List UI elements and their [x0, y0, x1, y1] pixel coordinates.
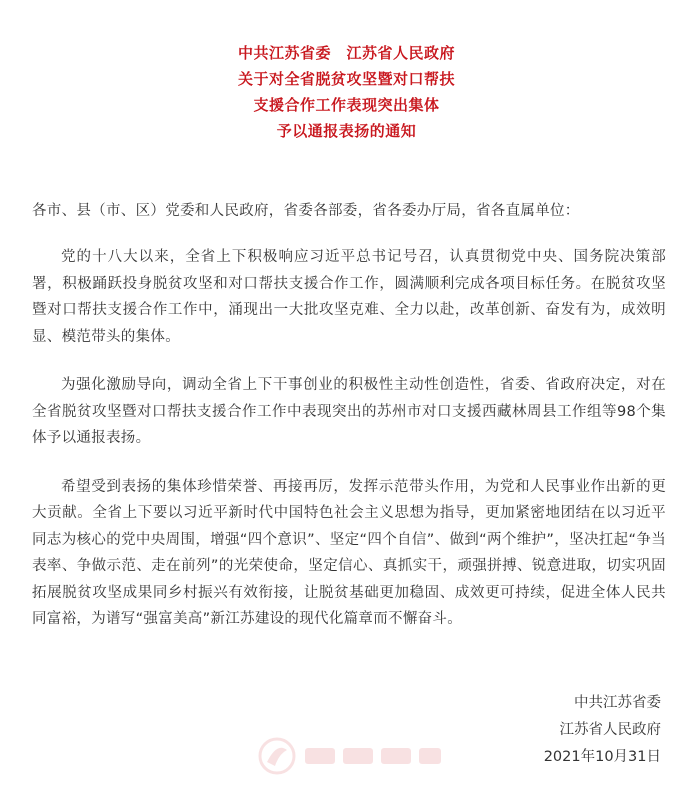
- notice-title: [0, 40, 693, 144]
- salutation: 各市、县（市、区）党委和人民政府，省委各部委，省各委办厅局，省各直属单位：: [32, 203, 580, 219]
- paragraph-2: 为强化激励导向，调动全省上下干事创业的积极性主动性创造性，省委、省政府决定，对在全省脱贫攻坚暨对口帮扶支援合作工作中表现突出的苏州市对口支援西藏林周县工作组等98个集体予以通报表扬。: [32, 377, 666, 446]
- title-line-4: 予以通报表扬的通知: [276, 122, 417, 140]
- signature-org-2: 江苏省人民政府: [559, 722, 661, 738]
- notice-body: [32, 198, 666, 655]
- title-line-2: 关于对全省脱贫攻坚暨对口帮扶: [237, 70, 455, 88]
- watermark-logo-icon: [255, 734, 445, 778]
- paragraph-1: 党的十八大以来，全省上下积极响应习近平总书记号召，认真贯彻党中央、国务院决策部署，积极踊跃投身脱贫攻坚和对口帮扶支援合作工作，圆满顺利完成各项目标任务。在脱贫攻坚暨对口帮扶支援合作工作中，涌现出一大批攻坚克难、全力以赴，改革创新、奋发有为，成效明显、模范带头的集体。: [32, 249, 666, 345]
- signature-date: 2021年10月31日: [543, 749, 661, 765]
- title-line-3: 支援合作工作表现突出集体: [253, 96, 440, 114]
- paragraph-3: 希望受到表扬的集体珍惜荣誉、再接再厉，发挥示范带头作用，为党和人民事业作出新的更大贡献。全省上下要以习近平新时代中国特色社会主义思想为指导，更加紧密地团结在以习近平同志为核心的党中央周围，增强“四个意识”、坚定“四个自信”、做到“两个维护”，坚决扛起“争当表率、争做示范、走在前列”的光荣使命，坚定信心、真抓实干，顽强拼搏、锐意进取，切实巩固拓展脱贫攻坚成果同乡村振兴有效衔接，让脱贫基础更加稳固、成效更可持续，促进全体人民共同富裕，为谱写“强富美高”新江苏建设的现代化篇章而不懈奋斗。: [32, 478, 666, 627]
- signature-org-1: 中共江苏省委: [574, 695, 661, 711]
- title-line-1: 中共江苏省委 江苏省人民政府: [237, 44, 455, 62]
- signature-block: [544, 690, 661, 771]
